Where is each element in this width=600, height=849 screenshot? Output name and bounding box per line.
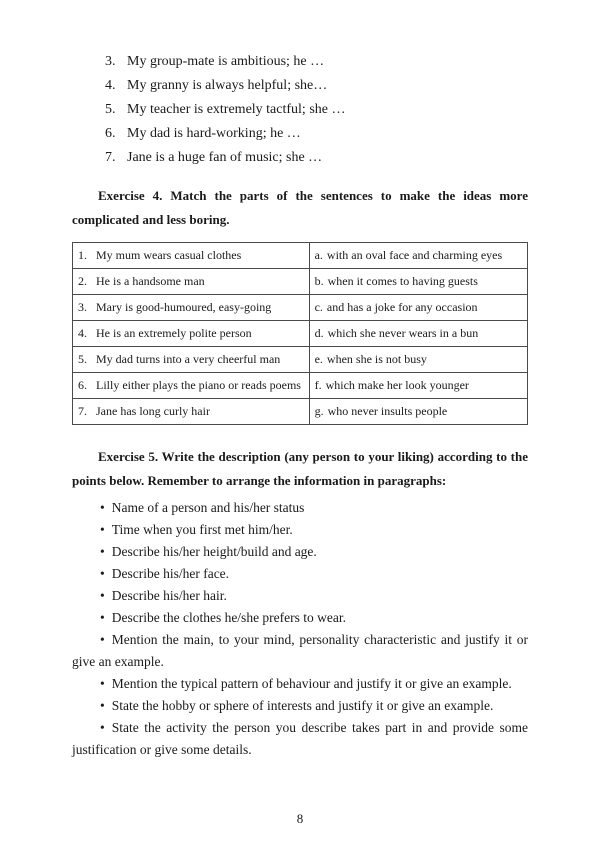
cell-letter: g.	[314, 404, 324, 418]
description-points-list	[72, 497, 528, 761]
list-item-text: My teacher is extremely tactful; she …	[127, 102, 346, 117]
cell-letter: c.	[314, 300, 323, 314]
cell-letter: e.	[314, 352, 323, 366]
cell-letter: a.	[314, 248, 323, 262]
bullet-icon: •	[100, 632, 105, 647]
table-cell-right	[309, 373, 527, 399]
bullet-item	[72, 673, 528, 695]
bullet-text: Describe his/her height/build and age.	[111, 544, 317, 559]
bullet-item	[72, 497, 528, 519]
bullet-text: Describe the clothes he/she prefers to wear.	[111, 610, 347, 625]
list-item-number: 6.	[105, 126, 116, 141]
table-cell-right	[309, 295, 527, 321]
cell-text: He is an extremely polite person	[96, 326, 252, 340]
cell-text: Mary is good-humoured, easy-going	[96, 300, 272, 314]
cell-text: when it comes to having guests	[327, 274, 478, 288]
matching-table	[72, 242, 528, 425]
cell-text: when she is not busy	[326, 352, 427, 366]
cell-number: 1.	[78, 248, 87, 262]
bullet-text: Describe his/her face.	[111, 566, 230, 581]
table-cell-left	[73, 373, 310, 399]
table-cell-left	[73, 243, 310, 269]
bullet-icon: •	[100, 544, 105, 559]
bullet-item	[72, 519, 528, 541]
cell-number: 5.	[78, 352, 87, 366]
cell-number: 2.	[78, 274, 87, 288]
cell-text: which make her look younger	[325, 378, 469, 392]
table-cell-right	[309, 321, 527, 347]
bullet-item	[72, 629, 528, 673]
cell-number: 3.	[78, 300, 87, 314]
bullet-icon: •	[100, 610, 105, 625]
cell-text: Lilly either plays the piano or reads poems	[96, 378, 301, 392]
list-item-number: 7.	[105, 150, 116, 165]
table-cell-left	[73, 321, 310, 347]
table-row	[73, 321, 528, 347]
exercise5-heading: Exercise 5. Write the description (any person to your liking) according to the points below. Remember to arrange the information in paragraphs:	[72, 449, 528, 488]
cell-text: and has a joke for any occasion	[326, 300, 478, 314]
list-item	[105, 146, 528, 170]
bullet-text: Mention the main, to your mind, personality characteristic and justify it or give an example.	[72, 632, 528, 669]
list-item-text: My group-mate is ambitious; he …	[127, 54, 325, 69]
cell-text: Jane has long curly hair	[96, 404, 210, 418]
cell-text: with an oval face and charming eyes	[326, 248, 503, 262]
bullet-icon: •	[100, 566, 105, 581]
cell-number: 6.	[78, 378, 87, 392]
cell-text: who never insults people	[327, 404, 448, 418]
table-cell-right	[309, 269, 527, 295]
table-cell-left	[73, 269, 310, 295]
bullet-icon: •	[100, 588, 105, 603]
bullet-item	[72, 695, 528, 717]
bullet-item	[72, 541, 528, 563]
bullet-item	[72, 585, 528, 607]
table-cell-left	[73, 295, 310, 321]
bullet-icon: •	[100, 500, 105, 515]
list-item-text: Jane is a huge fan of music; she …	[127, 150, 323, 165]
bullet-text: Describe his/her hair.	[111, 588, 227, 603]
bullet-text: Name of a person and his/her status	[111, 500, 305, 515]
list-item-number: 3.	[105, 54, 116, 69]
table-cell-right	[309, 347, 527, 373]
bullet-icon: •	[100, 698, 105, 713]
page-number: 8	[296, 811, 304, 826]
cell-letter: f.	[314, 378, 322, 392]
bullet-text: State the hobby or sphere of interests and justify it or give an example.	[111, 698, 494, 713]
table-cell-right	[309, 399, 527, 425]
bullet-icon: •	[100, 522, 105, 537]
bullet-item	[72, 717, 528, 761]
list-item	[105, 74, 528, 98]
cell-text: which she never wears in a bun	[327, 326, 479, 340]
list-item	[105, 122, 528, 146]
table-cell-right	[309, 243, 527, 269]
sentence-starters-list	[72, 50, 528, 170]
list-item	[105, 50, 528, 74]
bullet-text: Time when you first met him/her.	[111, 522, 293, 537]
table-row	[73, 243, 528, 269]
bullet-text: Mention the typical pattern of behaviour and justify it or give an example.	[111, 676, 512, 691]
cell-letter: d.	[314, 326, 324, 340]
list-item-number: 5.	[105, 102, 116, 117]
exercise4-heading: Exercise 4. Match the parts of the sentences to make the ideas more complicated and less boring.	[72, 188, 528, 227]
table-cell-left	[73, 347, 310, 373]
table-row	[73, 347, 528, 373]
bullet-text: State the activity the person you describe takes part in and provide some justification or give some details.	[72, 720, 528, 757]
cell-text: He is a handsome man	[96, 274, 205, 288]
bullet-item	[72, 563, 528, 585]
cell-text: My mum wears casual clothes	[96, 248, 242, 262]
cell-text: My dad turns into a very cheerful man	[96, 352, 281, 366]
table-row	[73, 269, 528, 295]
list-item-text: My dad is hard-working; he …	[127, 126, 301, 141]
bullet-item	[72, 607, 528, 629]
table-row	[73, 373, 528, 399]
cell-letter: b.	[314, 274, 324, 288]
table-cell-left	[73, 399, 310, 425]
table-row	[73, 295, 528, 321]
bullet-icon: •	[100, 720, 105, 735]
list-item-number: 4.	[105, 78, 116, 93]
list-item-text: My granny is always helpful; she…	[127, 78, 328, 93]
bullet-icon: •	[100, 676, 105, 691]
list-item	[105, 98, 528, 122]
table-row	[73, 399, 528, 425]
cell-number: 7.	[78, 404, 87, 418]
cell-number: 4.	[78, 326, 87, 340]
